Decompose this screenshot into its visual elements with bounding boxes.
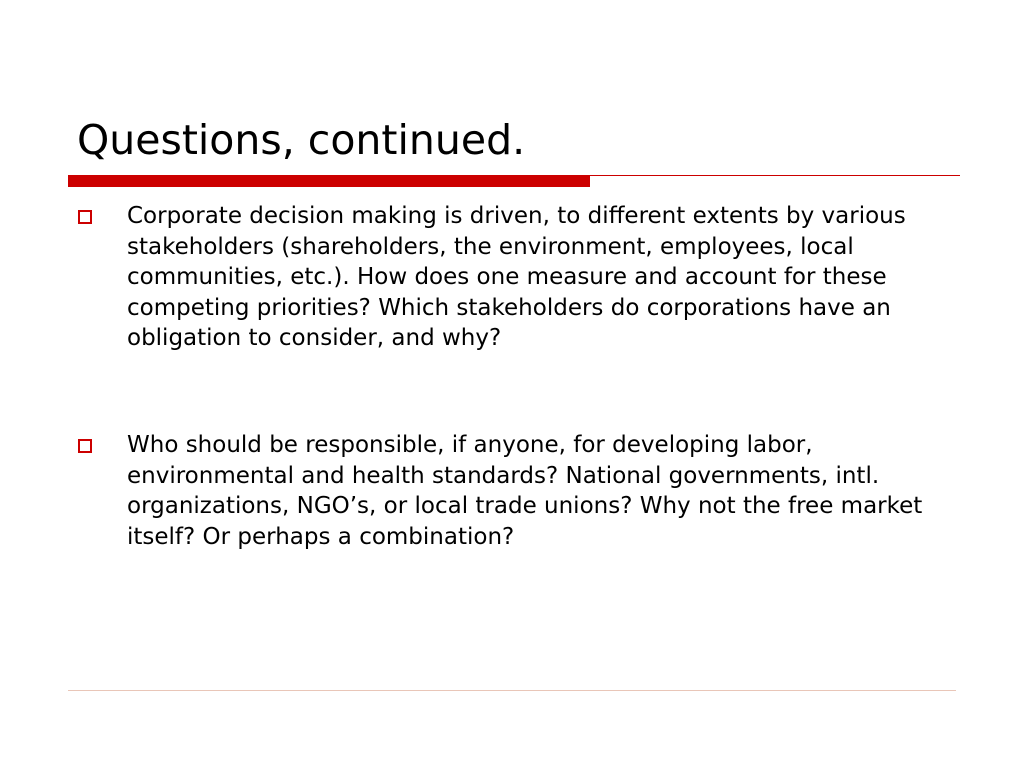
hollow-square-bullet-icon xyxy=(78,210,92,224)
slide-title: Questions, continued. xyxy=(77,116,526,164)
bullet-text: Who should be responsible, if anyone, for developing labor, environmental and health standards? National governments, intl. organizations, NGO’s, or local trade unions? Why not the free market itself? Or perhaps a combination? xyxy=(127,432,923,550)
title-underline-thick xyxy=(68,175,590,187)
bullet-text: Corporate decision making is driven, to different extents by various stakeholders (shareholders, the environment, employees, local communities, etc.). How does one measure and account for these competing priorities? Which stakeholders do corporations have an obligation to consider, and why? xyxy=(127,203,906,351)
hollow-square-bullet-icon xyxy=(78,439,92,453)
footer-divider xyxy=(68,690,956,691)
title-underline-thin xyxy=(590,175,960,176)
